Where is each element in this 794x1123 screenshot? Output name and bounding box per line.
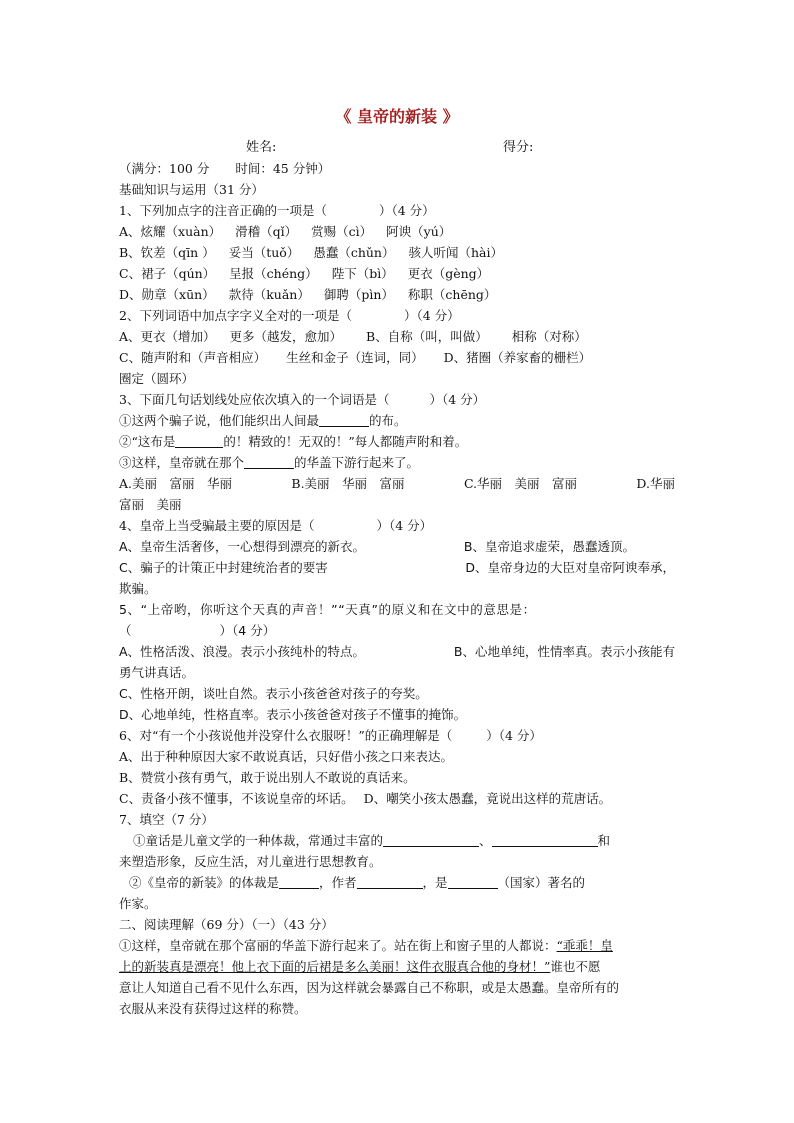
q7-s1-text: ①童话是儿童文学的一种体裁，常通过丰富的 xyxy=(133,833,384,848)
q3-s3-text: ③这样，皇帝就在那个 xyxy=(119,455,245,470)
q7-item-1 xyxy=(119,830,675,851)
q6-options-cd xyxy=(119,788,675,809)
page-title: 《 皇帝的新装 》 xyxy=(335,107,459,126)
q2-option-b: B、自称（叫，叫做） xyxy=(366,329,488,344)
q3-s1-text: ①这两个骗子说，他们能织出人间最 xyxy=(119,413,320,428)
q1-c-word: C、裙子（qún） xyxy=(119,266,216,281)
question-6-stem xyxy=(119,725,675,746)
q4-option-a: A、皇帝生活奢侈，一心想得到漂亮的新衣。 xyxy=(119,539,366,554)
q3-option-d: D.华丽 xyxy=(636,476,675,491)
q1-c-word: 陛下（bì） xyxy=(331,266,394,281)
q3-option-a: A.美丽 富丽 华丽 xyxy=(119,476,233,491)
fill-blank[interactable] xyxy=(383,832,479,847)
q4-option-d-cont: 欺骗。 xyxy=(119,581,157,596)
q1-d-word: 款待（kuǎn） xyxy=(228,287,310,302)
q5-option-a: A、性格活泼、浪漫。表示小孩纯朴的特点。 xyxy=(119,644,366,659)
reading-text: ①这样，皇帝就在那个富丽的华盖下游行起来了。站在街上和窗子里的人都说： xyxy=(119,938,557,953)
q1-b-word: 骇人听闻（hài） xyxy=(408,245,503,260)
question-1-stem xyxy=(119,200,675,221)
q2-option-b-cont: 相称（对称） xyxy=(511,329,587,344)
q2-stem-points: ）（4 分） xyxy=(403,308,460,323)
name-label: 姓名: xyxy=(246,140,277,155)
q5-option-b-cont: 勇气讲真话。 xyxy=(119,665,195,680)
reading-para-line-2 xyxy=(119,956,675,977)
q6-option-c: C、责备小孩不懂事，不该说皇帝的坏话。 xyxy=(119,791,354,806)
section2-heading: 二、阅读理解（69 分）（一）（43 分） xyxy=(119,917,334,932)
q5-options-ab xyxy=(119,641,675,662)
q1-a-word: 滑稽（qǐ） xyxy=(235,224,298,239)
q2-option-d-cont: 圈定（圆环） xyxy=(119,371,195,386)
reading-para-line-1 xyxy=(119,935,675,956)
q4-option-d: D、皇帝身边的大臣对皇帝阿谀奉承， xyxy=(465,560,675,575)
q6-stem-points: ）（4 分） xyxy=(486,728,542,743)
q1-b-word: B、钦差（qīn ） xyxy=(119,245,215,260)
q1-a-word: 阿谀（yú） xyxy=(386,224,452,239)
q2-option-c-cont: 生丝和金子（连词，同） xyxy=(286,350,424,365)
q1-option-b xyxy=(119,242,675,263)
q1-a-word: 赏赐（cì） xyxy=(311,224,373,239)
score-label: 得分: xyxy=(503,140,534,155)
q2-option-c: C、随声附和（声音相应） xyxy=(119,350,267,365)
q3-option-b: B.美丽 华丽 富丽 xyxy=(291,476,405,491)
q4-stem-text: 4、皇帝上当受骗最主要的原因是（ xyxy=(119,518,315,533)
fill-blank[interactable] xyxy=(244,454,294,469)
q7-s2-country: （国家）著名的 xyxy=(497,875,586,890)
question-5-stem: 5、“上帝哟，你听这个天真的声音！”“天真”的原义和在文中的意思是： xyxy=(119,602,536,617)
q4-option-c: C、骗子的计策正中封建统治者的要害 xyxy=(119,560,328,575)
q3-sentence-3 xyxy=(119,452,675,473)
fill-blank[interactable] xyxy=(492,832,598,847)
q3-sentence-1 xyxy=(119,410,675,431)
q4-options-cd xyxy=(119,557,675,578)
q3-s2-end: 的！精致的！无双的！”每人都随声附和着。 xyxy=(223,434,468,449)
q3-sentence-2 xyxy=(119,431,675,452)
q4-stem-points: ）（4 分） xyxy=(376,518,433,533)
q4-options-ab xyxy=(119,536,675,557)
q5-paren-open: （ xyxy=(119,623,132,638)
q7-s2-author: ，作者 xyxy=(319,875,357,890)
section1-heading: 基础知识与运用（31 分） xyxy=(119,182,264,197)
q1-b-word: 愚蠢（chǔn） xyxy=(313,245,395,260)
q1-option-d xyxy=(119,284,675,305)
q4-option-b: B、皇帝追求虚荣，愚蠢透顶。 xyxy=(463,539,635,554)
underlined-quote: “乖乖！皇 xyxy=(556,938,613,953)
fill-blank[interactable] xyxy=(175,433,223,448)
q3-s3-end: 的华盖下游行起来了。 xyxy=(294,455,420,470)
q1-stem-points: ）（4 分） xyxy=(378,203,435,218)
underlined-quote: 上的新装真是漂亮！他上衣下面的后裙是多么美丽！这件衣服真合他的身材！” xyxy=(119,959,551,974)
fill-blank[interactable] xyxy=(357,874,423,889)
fill-blank[interactable] xyxy=(319,412,369,427)
q5-option-c: C、性格开朗，谈吐自然。表示小孩爸爸对孩子的夸奖。 xyxy=(119,686,428,701)
q1-a-word: A、炫耀（xuàn） xyxy=(119,224,222,239)
q2-option-a: A、更衣（增加） xyxy=(119,329,216,344)
q5-stem-points: ）（4 分） xyxy=(219,623,276,638)
q6-stem-text: 6、对“有一个小孩说他并没穿什么衣服呀！”的正确理解是（ xyxy=(119,728,453,743)
q7-s1-end: 和 xyxy=(597,833,611,848)
student-info-row xyxy=(119,138,675,158)
q5-option-d: D、心地单纯，性格直率。表示小孩爸爸对孩子不懂事的掩饰。 xyxy=(119,707,467,722)
q6-option-b: B、赞赏小孩有勇气，敢于说出别人不敢说的真话来。 xyxy=(119,770,416,785)
q1-d-word: 御聘（pìn） xyxy=(323,287,394,302)
q1-c-word: 呈报（chéng） xyxy=(229,266,318,281)
q6-option-d: D、嘲笑小孩太愚蠢，竟说出这样的荒唐话。 xyxy=(363,791,612,806)
question-4-stem xyxy=(119,515,675,536)
q3-s2-text: ②“这布是 xyxy=(119,434,176,449)
question-2-stem xyxy=(119,305,675,326)
q1-c-word: 更衣（gèng） xyxy=(407,266,490,281)
q3-options xyxy=(119,473,675,494)
q1-stem-text: 1、下列加点字的注音正确的一项是（ xyxy=(119,203,327,218)
q5-answer-paren xyxy=(119,620,675,641)
fill-blank[interactable] xyxy=(448,874,498,889)
q2-options-cd xyxy=(119,347,675,368)
q2-option-a-cont: 更多（越发，愈加） xyxy=(229,329,343,344)
reading-para-line-3: 意让人知道自己看不见什么东西，因为这样就会暴露自己不称职，或是太愚蠢。皇帝所有的 xyxy=(119,980,620,995)
q7-s2-is: ，是 xyxy=(422,875,448,890)
reading-para-line-4: 衣服从来没有获得过这样的称赞。 xyxy=(119,1001,307,1016)
q7-item-1-cont: 来塑造形象，反应生活，对儿童进行思想教育。 xyxy=(119,854,382,869)
full-marks: （满分：100 分 xyxy=(119,161,210,176)
q3-option-c: C.华丽 美丽 富丽 xyxy=(463,476,578,491)
q1-d-word: D、勋章（xūn） xyxy=(119,287,215,302)
q7-s2-text: ②《皇帝的新装》的体裁是 xyxy=(129,875,280,890)
question-7-stem: 7、填空（7 分） xyxy=(119,812,214,827)
fill-blank[interactable] xyxy=(279,874,319,889)
exam-time: 时间：45 分钟） xyxy=(235,161,331,176)
q7-s1-sep: 、 xyxy=(479,833,492,848)
exam-meta xyxy=(119,158,675,179)
q1-b-word: 妥当（tuǒ） xyxy=(228,245,300,260)
q3-option-d-cont: 富丽 美丽 xyxy=(119,497,182,512)
q2-option-d: D、猪圈（养家畜的栅栏） xyxy=(443,350,592,365)
q3-s1-end: 的布。 xyxy=(369,413,407,428)
reading-text: 谁也不愿 xyxy=(550,959,601,974)
q2-options-ab xyxy=(119,326,675,347)
q3-stem-text: 3、下面几句话划线处应依次填入的一个词语是（ xyxy=(119,392,390,407)
q2-stem-text: 2、下列词语中加点字字义全对的一项是（ xyxy=(119,308,352,323)
q1-option-c xyxy=(119,263,675,284)
q1-option-a xyxy=(119,221,675,242)
q5-option-b: B、心地单纯，性情率真。表示小孩能有 xyxy=(453,644,675,659)
q1-d-word: 称职（chēng） xyxy=(407,287,497,302)
q6-option-a: A、出于种种原因大家不敢说真话，只好借小孩之口来表达。 xyxy=(119,749,454,764)
exam-page xyxy=(119,104,675,1019)
q3-stem-points: ）（4 分） xyxy=(429,392,486,407)
question-3-stem xyxy=(119,389,675,410)
q7-item-2 xyxy=(119,872,675,893)
q7-item-2-cont: 作家。 xyxy=(119,896,157,911)
